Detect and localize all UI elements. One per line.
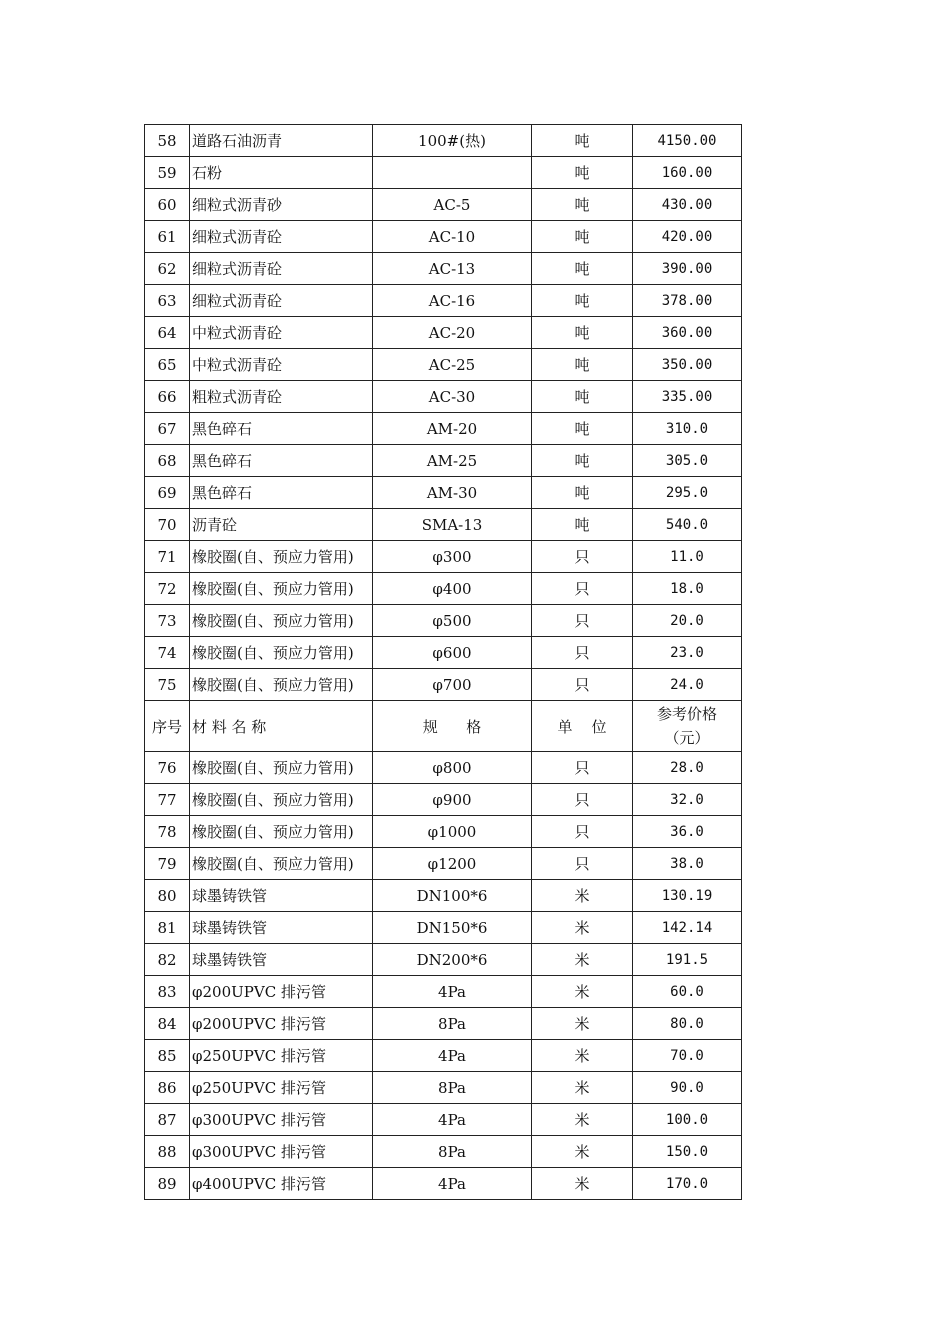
cell-unit: 只 — [532, 669, 633, 701]
table-body-bottom — [145, 752, 742, 1200]
cell-no: 79 — [145, 848, 190, 880]
cell-price: 160.00 — [633, 157, 742, 189]
cell-name: 橡胶圈(自、预应力管用) — [190, 541, 373, 573]
cell-name: 细粒式沥青砼 — [190, 253, 373, 285]
cell-price: 23.0 — [633, 637, 742, 669]
cell-unit: 吨 — [532, 477, 633, 509]
cell-no: 61 — [145, 221, 190, 253]
header-price-line2: （元） — [664, 729, 710, 747]
cell-spec: 8Pa — [373, 1136, 532, 1168]
cell-price: 191.5 — [633, 944, 742, 976]
table-row — [145, 509, 742, 541]
cell-spec: φ500 — [373, 605, 532, 637]
cell-name: φ200UPVC 排污管 — [190, 1008, 373, 1040]
table-row — [145, 1008, 742, 1040]
cell-price: 24.0 — [633, 669, 742, 701]
cell-name: 细粒式沥青砂 — [190, 189, 373, 221]
cell-price: 305.0 — [633, 445, 742, 477]
table-row — [145, 1104, 742, 1136]
table-row — [145, 157, 742, 189]
cell-price: 28.0 — [633, 752, 742, 784]
cell-no: 83 — [145, 976, 190, 1008]
cell-price: 430.00 — [633, 189, 742, 221]
cell-unit: 吨 — [532, 381, 633, 413]
cell-name: 黑色碎石 — [190, 477, 373, 509]
cell-name: φ200UPVC 排污管 — [190, 976, 373, 1008]
table-row — [145, 381, 742, 413]
cell-price: 350.00 — [633, 349, 742, 381]
cell-name: φ300UPVC 排污管 — [190, 1136, 373, 1168]
cell-no: 67 — [145, 413, 190, 445]
table-row — [145, 221, 742, 253]
cell-unit: 只 — [532, 816, 633, 848]
cell-spec: SMA-13 — [373, 509, 532, 541]
table-row — [145, 1072, 742, 1104]
cell-spec: DN150*6 — [373, 912, 532, 944]
cell-unit: 吨 — [532, 509, 633, 541]
cell-spec: φ900 — [373, 784, 532, 816]
cell-spec: AC-16 — [373, 285, 532, 317]
cell-name: 橡胶圈(自、预应力管用) — [190, 816, 373, 848]
table-row — [145, 605, 742, 637]
cell-unit: 米 — [532, 1072, 633, 1104]
cell-name: 橡胶圈(自、预应力管用) — [190, 784, 373, 816]
cell-name: 粗粒式沥青砼 — [190, 381, 373, 413]
cell-name: 道路石油沥青 — [190, 125, 373, 157]
cell-name: 橡胶圈(自、预应力管用) — [190, 848, 373, 880]
table-row — [145, 637, 742, 669]
cell-spec: AC-25 — [373, 349, 532, 381]
cell-no: 60 — [145, 189, 190, 221]
cell-no: 75 — [145, 669, 190, 701]
cell-spec: 4Pa — [373, 1104, 532, 1136]
cell-price: 4150.00 — [633, 125, 742, 157]
table-row — [145, 573, 742, 605]
table-row — [145, 848, 742, 880]
cell-price: 150.0 — [633, 1136, 742, 1168]
cell-no: 82 — [145, 944, 190, 976]
cell-unit: 吨 — [532, 413, 633, 445]
cell-price: 90.0 — [633, 1072, 742, 1104]
cell-name: 球墨铸铁管 — [190, 944, 373, 976]
cell-no: 58 — [145, 125, 190, 157]
cell-spec: DN100*6 — [373, 880, 532, 912]
cell-no: 77 — [145, 784, 190, 816]
cell-spec: AC-30 — [373, 381, 532, 413]
header-name: 材 料 名 称 — [190, 701, 373, 752]
cell-no: 62 — [145, 253, 190, 285]
cell-price: 130.19 — [633, 880, 742, 912]
cell-spec: AC-5 — [373, 189, 532, 221]
cell-price: 170.0 — [633, 1168, 742, 1200]
header-price-line1: 参考价格 — [656, 705, 717, 723]
cell-no: 65 — [145, 349, 190, 381]
cell-name: φ400UPVC 排污管 — [190, 1168, 373, 1200]
cell-name: 中粒式沥青砼 — [190, 349, 373, 381]
cell-name: 中粒式沥青砼 — [190, 317, 373, 349]
cell-price: 18.0 — [633, 573, 742, 605]
cell-name: φ300UPVC 排污管 — [190, 1104, 373, 1136]
cell-no: 80 — [145, 880, 190, 912]
cell-price: 420.00 — [633, 221, 742, 253]
cell-no: 84 — [145, 1008, 190, 1040]
table-row — [145, 1136, 742, 1168]
cell-price: 142.14 — [633, 912, 742, 944]
cell-spec: φ1000 — [373, 816, 532, 848]
table-row — [145, 349, 742, 381]
cell-unit: 米 — [532, 880, 633, 912]
cell-spec: DN200*6 — [373, 944, 532, 976]
table-row — [145, 816, 742, 848]
cell-unit: 米 — [532, 944, 633, 976]
cell-spec: AC-13 — [373, 253, 532, 285]
cell-unit: 吨 — [532, 285, 633, 317]
price-table — [144, 124, 742, 1200]
cell-unit: 米 — [532, 1168, 633, 1200]
cell-name: φ250UPVC 排污管 — [190, 1040, 373, 1072]
header-unit: 单 位 — [532, 701, 633, 752]
cell-name: 球墨铸铁管 — [190, 880, 373, 912]
cell-no: 85 — [145, 1040, 190, 1072]
cell-unit: 吨 — [532, 349, 633, 381]
cell-no: 73 — [145, 605, 190, 637]
table-row — [145, 477, 742, 509]
cell-unit: 只 — [532, 637, 633, 669]
cell-unit: 米 — [532, 1040, 633, 1072]
cell-spec: φ400 — [373, 573, 532, 605]
cell-price: 335.00 — [633, 381, 742, 413]
cell-no: 59 — [145, 157, 190, 189]
table-row — [145, 285, 742, 317]
table-row — [145, 125, 742, 157]
cell-no: 69 — [145, 477, 190, 509]
table-body-top — [145, 125, 742, 701]
cell-price: 390.00 — [633, 253, 742, 285]
cell-no: 71 — [145, 541, 190, 573]
cell-name: 黑色碎石 — [190, 445, 373, 477]
table-row — [145, 413, 742, 445]
table-row — [145, 1168, 742, 1200]
cell-spec: AC-10 — [373, 221, 532, 253]
cell-price: 378.00 — [633, 285, 742, 317]
cell-name: φ250UPVC 排污管 — [190, 1072, 373, 1104]
cell-name: 细粒式沥青砼 — [190, 221, 373, 253]
cell-spec — [373, 157, 532, 189]
cell-unit: 吨 — [532, 221, 633, 253]
cell-unit: 只 — [532, 848, 633, 880]
cell-unit: 只 — [532, 605, 633, 637]
cell-unit: 米 — [532, 1104, 633, 1136]
table-row — [145, 541, 742, 573]
cell-name: 橡胶圈(自、预应力管用) — [190, 669, 373, 701]
table-row — [145, 669, 742, 701]
cell-unit: 吨 — [532, 317, 633, 349]
table-row — [145, 944, 742, 976]
table-row — [145, 317, 742, 349]
cell-unit: 只 — [532, 784, 633, 816]
cell-unit: 只 — [532, 752, 633, 784]
cell-spec: AC-20 — [373, 317, 532, 349]
cell-no: 72 — [145, 573, 190, 605]
cell-unit: 米 — [532, 1008, 633, 1040]
table-row — [145, 189, 742, 221]
cell-no: 63 — [145, 285, 190, 317]
table-header — [145, 701, 742, 752]
cell-name: 细粒式沥青砼 — [190, 285, 373, 317]
cell-price: 540.0 — [633, 509, 742, 541]
cell-name: 橡胶圈(自、预应力管用) — [190, 637, 373, 669]
cell-unit: 米 — [532, 912, 633, 944]
cell-no: 87 — [145, 1104, 190, 1136]
header-row — [145, 701, 742, 752]
cell-price: 11.0 — [633, 541, 742, 573]
cell-spec: φ600 — [373, 637, 532, 669]
cell-spec: AM-25 — [373, 445, 532, 477]
cell-no: 81 — [145, 912, 190, 944]
cell-unit: 吨 — [532, 445, 633, 477]
cell-name: 石粉 — [190, 157, 373, 189]
cell-no: 64 — [145, 317, 190, 349]
cell-price: 36.0 — [633, 816, 742, 848]
cell-unit: 吨 — [532, 253, 633, 285]
cell-no: 76 — [145, 752, 190, 784]
header-price — [633, 701, 742, 752]
cell-price: 295.0 — [633, 477, 742, 509]
table-row — [145, 912, 742, 944]
table-row — [145, 1040, 742, 1072]
table-row — [145, 880, 742, 912]
cell-unit: 米 — [532, 976, 633, 1008]
cell-no: 78 — [145, 816, 190, 848]
cell-spec: 8Pa — [373, 1008, 532, 1040]
cell-spec: φ300 — [373, 541, 532, 573]
cell-no: 89 — [145, 1168, 190, 1200]
header-spec: 规 格 — [373, 701, 532, 752]
cell-spec: 8Pa — [373, 1072, 532, 1104]
cell-spec: φ700 — [373, 669, 532, 701]
cell-name: 球墨铸铁管 — [190, 912, 373, 944]
cell-price: 70.0 — [633, 1040, 742, 1072]
table-row — [145, 752, 742, 784]
cell-price: 80.0 — [633, 1008, 742, 1040]
cell-spec: AM-30 — [373, 477, 532, 509]
cell-unit: 只 — [532, 573, 633, 605]
cell-price: 38.0 — [633, 848, 742, 880]
cell-unit: 吨 — [532, 189, 633, 221]
cell-spec: φ800 — [373, 752, 532, 784]
cell-unit: 吨 — [532, 157, 633, 189]
cell-no: 68 — [145, 445, 190, 477]
cell-spec: φ1200 — [373, 848, 532, 880]
cell-name: 橡胶圈(自、预应力管用) — [190, 752, 373, 784]
cell-name: 黑色碎石 — [190, 413, 373, 445]
table-row — [145, 445, 742, 477]
table-row — [145, 253, 742, 285]
cell-spec: 4Pa — [373, 976, 532, 1008]
table-row — [145, 784, 742, 816]
cell-no: 74 — [145, 637, 190, 669]
cell-price: 360.00 — [633, 317, 742, 349]
cell-spec: 100#(热) — [373, 125, 532, 157]
cell-price: 20.0 — [633, 605, 742, 637]
cell-unit: 只 — [532, 541, 633, 573]
cell-no: 88 — [145, 1136, 190, 1168]
cell-no: 66 — [145, 381, 190, 413]
cell-spec: 4Pa — [373, 1168, 532, 1200]
table-row — [145, 976, 742, 1008]
header-no: 序号 — [145, 701, 190, 752]
cell-spec: 4Pa — [373, 1040, 532, 1072]
cell-no: 70 — [145, 509, 190, 541]
cell-unit: 米 — [532, 1136, 633, 1168]
cell-unit: 吨 — [532, 125, 633, 157]
cell-price: 310.0 — [633, 413, 742, 445]
cell-price: 32.0 — [633, 784, 742, 816]
cell-price: 100.0 — [633, 1104, 742, 1136]
cell-price: 60.0 — [633, 976, 742, 1008]
cell-no: 86 — [145, 1072, 190, 1104]
cell-name: 沥青砼 — [190, 509, 373, 541]
cell-name: 橡胶圈(自、预应力管用) — [190, 605, 373, 637]
cell-spec: AM-20 — [373, 413, 532, 445]
cell-name: 橡胶圈(自、预应力管用) — [190, 573, 373, 605]
